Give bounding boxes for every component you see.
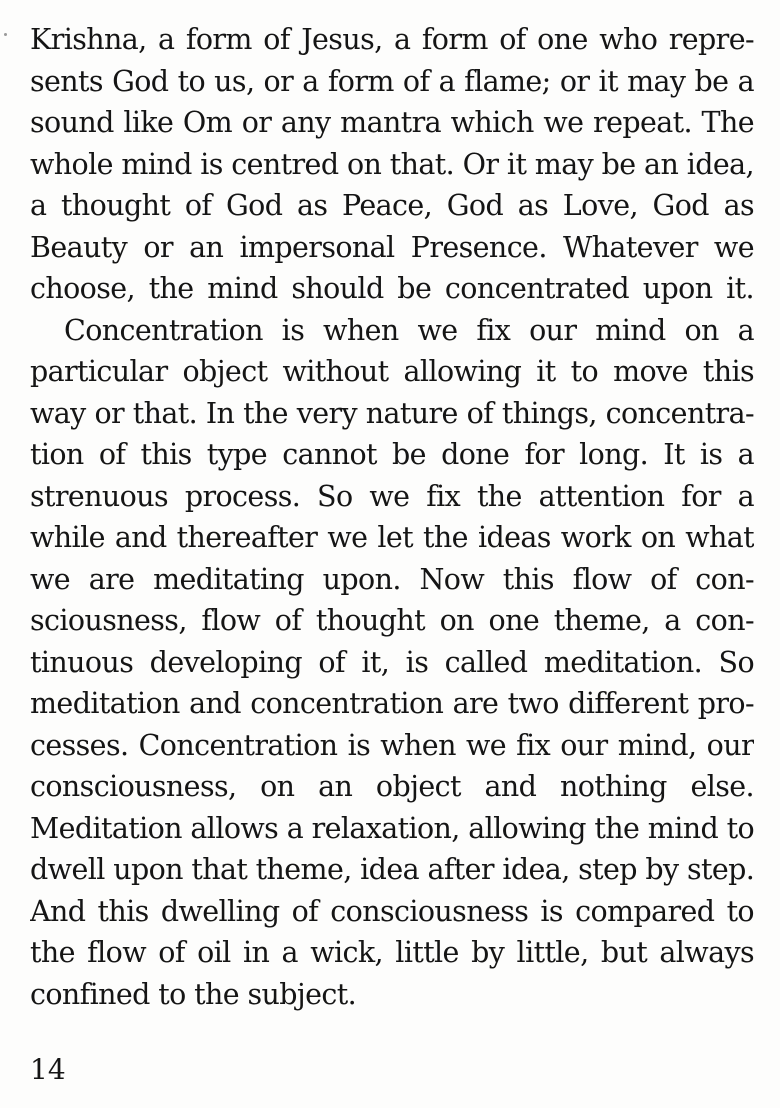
text-line: while and thereafter we let the ideas work on what xyxy=(30,521,754,554)
paragraph-1 xyxy=(30,19,754,310)
print-speck xyxy=(4,33,7,36)
text-line: sound like Om or any mantra which we repeat. The xyxy=(30,106,754,139)
text-line: we are meditating upon. Now this flow of con- xyxy=(30,562,754,596)
text-line: tion of this type cannot be done for long. It is a xyxy=(30,438,754,471)
body-text xyxy=(30,19,754,1015)
text-line: confined to the subject. xyxy=(30,977,357,1011)
text-line: a thought of God as Peace, God as Love, God as xyxy=(30,189,754,222)
paragraph-2 xyxy=(30,310,754,1016)
text-line: Beauty or an impersonal Presence. Whatever we xyxy=(30,230,754,264)
text-line: particular object without allowing it to move this xyxy=(30,355,754,388)
text-line: Concentration is when we fix our mind on a xyxy=(64,313,754,347)
text-line: dwell upon that theme, idea after idea, step by step. xyxy=(30,853,754,886)
text-line: sciousness, flow of thought on one theme, a con- xyxy=(30,604,754,637)
text-line: meditation and concentration are two different pro- xyxy=(30,687,754,720)
text-line: strenuous process. So we fix the attention for a xyxy=(30,479,754,513)
text-line: And this dwelling of consciousness is compared to xyxy=(30,894,754,928)
text-line: consciousness, on an object and nothing else. xyxy=(30,770,754,803)
text-line: the flow of oil in a wick, little by little, but always xyxy=(30,936,754,969)
text-line: Krishna, a form of Jesus, a form of one who repre- xyxy=(30,23,754,56)
text-line: Meditation allows a relaxation, allowing the mind to xyxy=(30,811,754,845)
text-line: choose, the mind should be concentrated upon it. xyxy=(30,272,754,305)
text-line: tinuous developing of it, is called meditation. So xyxy=(30,645,754,679)
text-line: sents God to us, or a form of a flame; or it may be a xyxy=(30,64,754,98)
page-number: 14 xyxy=(30,1053,66,1086)
text-line: way or that. In the very nature of things, concentra- xyxy=(30,396,754,430)
text-line: whole mind is centred on that. Or it may be an idea, xyxy=(30,147,754,181)
text-line: cesses. Concentration is when we fix our mind, our xyxy=(30,728,754,762)
